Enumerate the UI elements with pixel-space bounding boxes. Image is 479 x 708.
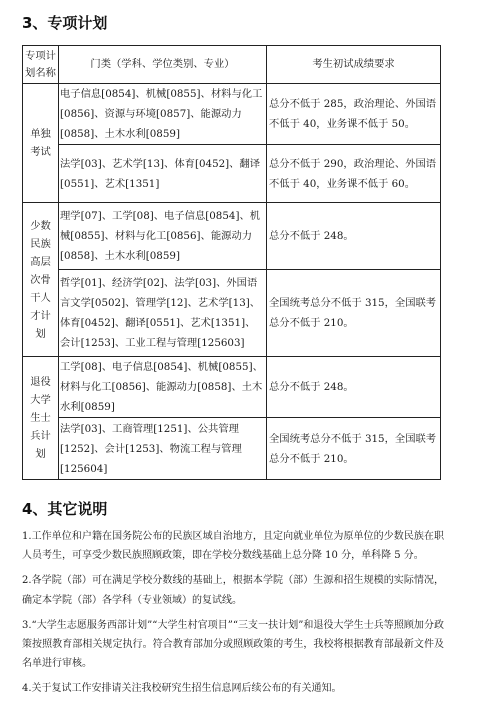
requirement-cell: 总分不低于 248。: [267, 203, 441, 270]
special-plan-table: [22, 45, 441, 480]
table-row: [23, 84, 441, 145]
requirement-cell: 总分不低于 248。: [267, 357, 441, 418]
section-4-title: 4、其它说明: [22, 500, 108, 518]
subjects-cell: 哲学[01]、经济学[02]、法学[03]、外国语言文学[0502]、管理学[12]、艺术学[13]、体育[0452]、翻译[0551]、艺术[1351]、会计[1253]、工业工程与管理[125603]: [59, 270, 267, 357]
section-3-title: 3、专项计划: [22, 14, 108, 32]
requirement-cell: 总分不低于 285，政治理论、外国语不低于 40，业务课不低于 50。: [267, 84, 441, 145]
note-item: 4.关于复试工作安排请关注我校研究生招生信息网后续公布的有关通知。: [22, 683, 342, 695]
table-row: [23, 145, 441, 203]
plan-name-cell: 退役大学生士兵计划: [23, 357, 59, 480]
requirement-cell: 全国统考总分不低于 315，全国联考总分不低于 210。: [267, 270, 441, 357]
plan-name-cell: 单独考试: [23, 84, 59, 203]
requirement-cell: 全国统考总分不低于 315，全国联考总分不低于 210。: [267, 418, 441, 480]
requirement-cell: 总分不低于 290，政治理论、外国语不低于 40，业务课不低于 60。: [267, 145, 441, 203]
header-requirement: 考生初试成绩要求: [267, 46, 441, 84]
table-row: [23, 270, 441, 357]
table-row: [23, 418, 441, 480]
table-row: [23, 357, 441, 418]
subjects-cell: 工学[08]、电子信息[0854]、机械[0855]、材料与化工[0856]、能源动力[0858]、土木水利[0859]: [59, 357, 267, 418]
note-item: 2.各学院（部）可在满足学校分数线的基础上，根据本学院（部）生源和招生规模的实际情况，确定本学院（部）各学科（专业领域）的复试线。: [22, 575, 444, 606]
header-plan-name: 专项计划名称: [23, 46, 59, 84]
note-item: 3.“大学生志愿服务西部计划”“大学生村官项目”“三支一扶计划”和退役大学生士兵等照顾加分政策按照教育部相关规定执行。符合教育部加分或照顾政策的考生，我校将根据教育部最新文件及名单进行审核。: [22, 619, 444, 670]
subjects-cell: 理学[07]、工学[08]、电子信息[0854]、机械[0855]、材料与化工[0856]、能源动力[0858]、土木水利[0859]: [59, 203, 267, 270]
note-item: 1.工作单位和户籍在国务院公布的民族区域自治地方，且定向就业单位为原单位的少数民族在职人员考生，可享受少数民族照顾政策，即在学校分数线基础上总分降 10 分，单科降 5 分。: [22, 531, 444, 562]
subjects-cell: 电子信息[0854]、机械[0855]、材料与化工[0856]、资源与环境[0857]、能源动力[0858]、土木水利[0859]: [59, 84, 267, 145]
subjects-cell: 法学[03]、工商管理[1251]、公共管理[1252]、会计[1253]、物流工程与管理[125604]: [59, 418, 267, 480]
subjects-cell: 法学[03]、艺术学[13]、体育[0452]、翻译[0551]、艺术[1351]: [59, 145, 267, 203]
table-row: [23, 203, 441, 270]
plan-name-cell: 少数民族高层次骨干人才计划: [23, 203, 59, 357]
table-header-row: [23, 46, 441, 84]
notes-list: [22, 527, 444, 705]
header-category: 门类（学科、学位类别、专业）: [59, 46, 267, 84]
